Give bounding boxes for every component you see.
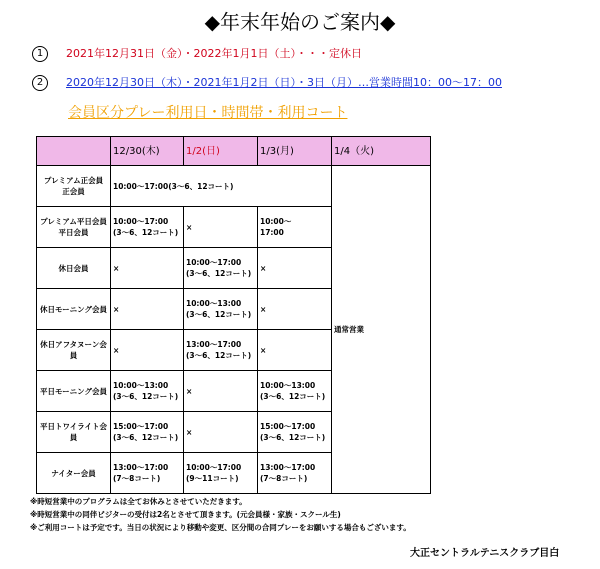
member-type-cell: プレミアム平日会員 平日会員 <box>37 207 111 248</box>
normal-business-cell: 通常営業 <box>332 166 431 494</box>
schedule-cell: 13:00～17:00 (7～8コート) <box>111 453 184 494</box>
notice-item-1 <box>32 46 362 62</box>
schedule-cell: 10:00～17:00(3～6、12コート) <box>111 166 332 207</box>
member-type-cell: 平日トワイライト会員 <box>37 412 111 453</box>
schedule-cell: × <box>111 289 184 330</box>
schedule-table <box>36 136 431 494</box>
header-date-0103: 1/3(月) <box>258 137 332 166</box>
note-1: ※時短営業中のプログラムは全てお休みとさせていただきます。 <box>30 497 247 506</box>
schedule-cell: × <box>258 289 332 330</box>
notice-item-2 <box>32 75 502 91</box>
schedule-cell: 15:00～17:00 (3～6、12コート) <box>111 412 184 453</box>
notice-text-2[interactable]: 2020年12月30日（木）・2021年1月2日（日）・3日（月）…営業時間10：00～17：00 <box>66 76 502 89</box>
schedule-cell: × <box>258 330 332 371</box>
member-type-cell: プレミアム正会員 正会員 <box>37 166 111 207</box>
member-type-cell: 休日モーニング会員 <box>37 289 111 330</box>
schedule-cell: 10:00～13:00 (3～6、12コート) <box>258 371 332 412</box>
header-date-1230: 12/30(木) <box>111 137 184 166</box>
schedule-cell: 10:00～13:00 (3～6、12コート) <box>111 371 184 412</box>
member-type-cell: ナイター会員 <box>37 453 111 494</box>
note-2: ※時短営業中の同伴ビジターの受付は2名とさせて頂きます。(元会員様・家族・スクール生) <box>30 510 341 519</box>
schedule-cell: × <box>184 412 258 453</box>
schedule-cell: × <box>111 248 184 289</box>
table-row <box>37 166 431 207</box>
member-type-cell: 休日アフタヌーン会員 <box>37 330 111 371</box>
schedule-cell: × <box>111 330 184 371</box>
section-subtitle: 会員区分プレー利用日・時間帯・利用コート <box>68 105 348 121</box>
page-title: ◆年末年始のご案内◆ <box>204 10 396 34</box>
header-corner <box>37 137 111 166</box>
schedule-cell: 10:00～17:00 (3～6、12コート) <box>111 207 184 248</box>
member-type-cell: 休日会員 <box>37 248 111 289</box>
circled-number-1: 1 <box>32 46 48 62</box>
schedule-cell: 13:00～17:00 (3～6、12コート) <box>184 330 258 371</box>
notice-text-1: 2021年12月31日（金）・2022年1月1日（土）・・・定休日 <box>66 47 362 60</box>
schedule-cell: × <box>258 248 332 289</box>
schedule-cell: 13:00～17:00 (7～8コート) <box>258 453 332 494</box>
header-date-0102: 1/2(日) <box>184 137 258 166</box>
club-name: 大正セントラルテニスクラブ目白 <box>410 548 560 559</box>
schedule-cell: 10:00～ 17:00 <box>258 207 332 248</box>
schedule-cell: 10:00～17:00 (3～6、12コート) <box>184 248 258 289</box>
schedule-cell: 10:00～17:00 (9～11コート) <box>184 453 258 494</box>
note-3: ※ご利用コートは予定です。当日の状況により移動や変更、区分間の合同プレーをお願いする場合もございます。 <box>30 523 411 532</box>
header-date-0104: 1/4（火) <box>332 137 431 166</box>
circled-number-2: 2 <box>32 75 48 91</box>
schedule-cell: 15:00～17:00 (3～6、12コート) <box>258 412 332 453</box>
member-type-cell: 平日モーニング会員 <box>37 371 111 412</box>
schedule-cell: × <box>184 371 258 412</box>
schedule-cell: × <box>184 207 258 248</box>
schedule-cell: 10:00～13:00 (3～6、12コート) <box>184 289 258 330</box>
